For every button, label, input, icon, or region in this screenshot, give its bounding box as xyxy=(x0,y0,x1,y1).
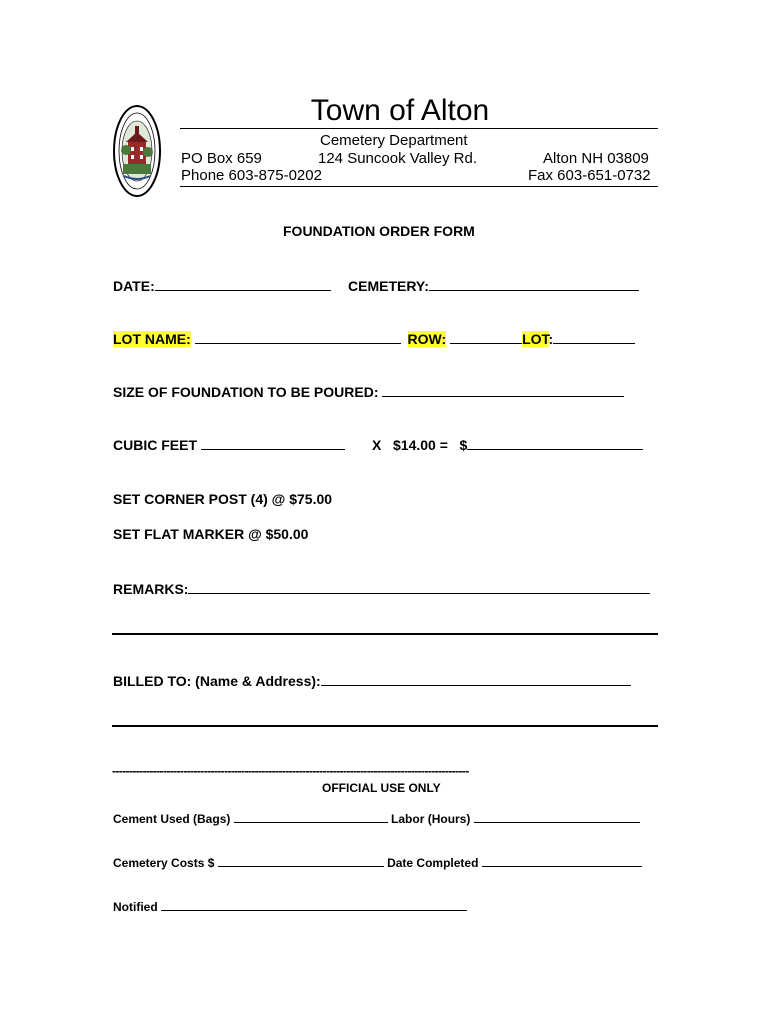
street-address: 124 Suncook Valley Rd. xyxy=(318,150,477,167)
completed-label: Date Completed xyxy=(387,856,479,870)
notified-label: Notified xyxy=(113,900,158,914)
phone-number: Phone 603-875-0202 xyxy=(181,167,322,184)
official-use-heading: OFFICIAL USE ONLY xyxy=(322,781,441,795)
remarks-field[interactable] xyxy=(188,581,650,594)
row-field[interactable] xyxy=(450,331,522,344)
fax-number: Fax 603-651-0732 xyxy=(528,167,651,184)
notified-field[interactable] xyxy=(161,900,467,911)
lot-name-label: LOT NAME: xyxy=(113,331,191,347)
completed-field[interactable] xyxy=(482,856,642,867)
lot-name-row xyxy=(113,331,635,347)
remarks-second-line[interactable] xyxy=(112,633,658,635)
rate-label: X $14.00 = $ xyxy=(372,437,468,453)
rate-row xyxy=(372,437,643,453)
labor-field[interactable] xyxy=(474,812,640,823)
po-box: PO Box 659 xyxy=(181,150,262,167)
size-row xyxy=(113,384,624,400)
cemetery-label: CEMETERY: xyxy=(348,278,429,294)
notified-row xyxy=(113,900,467,914)
cement-field[interactable] xyxy=(234,812,388,823)
cement-label: Cement Used (Bags) xyxy=(113,812,231,826)
lot-label: LOT xyxy=(522,331,549,347)
lot-name-field[interactable] xyxy=(195,331,401,344)
date-field[interactable] xyxy=(155,278,331,291)
cubic-feet-label: CUBIC FEET xyxy=(113,437,197,453)
billed-field[interactable] xyxy=(321,673,631,686)
lot-colon: : xyxy=(548,331,554,347)
cement-row xyxy=(113,812,640,826)
remarks-row xyxy=(113,581,650,597)
costs-row xyxy=(113,856,642,870)
cubic-feet-field[interactable] xyxy=(201,437,345,450)
flat-marker-line: SET FLAT MARKER @ $50.00 xyxy=(113,526,309,542)
size-label: SIZE OF FOUNDATION TO BE POURED: xyxy=(113,384,379,400)
cemetery-field[interactable] xyxy=(429,278,639,291)
city-address: Alton NH 03809 xyxy=(543,150,649,167)
town-seal-logo xyxy=(112,104,162,198)
page-title: Town of Alton xyxy=(310,94,490,127)
date-label: DATE: xyxy=(113,278,155,294)
title-rule xyxy=(180,128,658,129)
header-bottom-rule xyxy=(180,186,658,187)
cubic-feet-row xyxy=(113,437,345,453)
billed-row xyxy=(113,673,631,689)
lot-field[interactable] xyxy=(553,331,635,344)
labor-label: Labor (Hours) xyxy=(391,812,471,826)
remarks-label: REMARKS: xyxy=(113,581,189,597)
costs-field[interactable] xyxy=(218,856,384,867)
total-field[interactable] xyxy=(467,437,643,450)
separator-dashes: --------------------------------------------------------------------------------------------------------- xyxy=(112,764,469,778)
cemetery-row xyxy=(348,278,639,294)
corner-post-line: SET CORNER POST (4) @ $75.00 xyxy=(113,491,333,507)
costs-label: Cemetery Costs $ xyxy=(113,856,215,870)
department-name: Cemetery Department xyxy=(320,132,468,149)
form-heading: FOUNDATION ORDER FORM xyxy=(283,223,475,239)
date-row xyxy=(113,278,331,294)
size-field[interactable] xyxy=(382,384,624,397)
row-label: ROW: xyxy=(407,331,447,347)
billed-second-line[interactable] xyxy=(112,725,658,727)
billed-label: BILLED TO: (Name & Address): xyxy=(113,673,321,689)
